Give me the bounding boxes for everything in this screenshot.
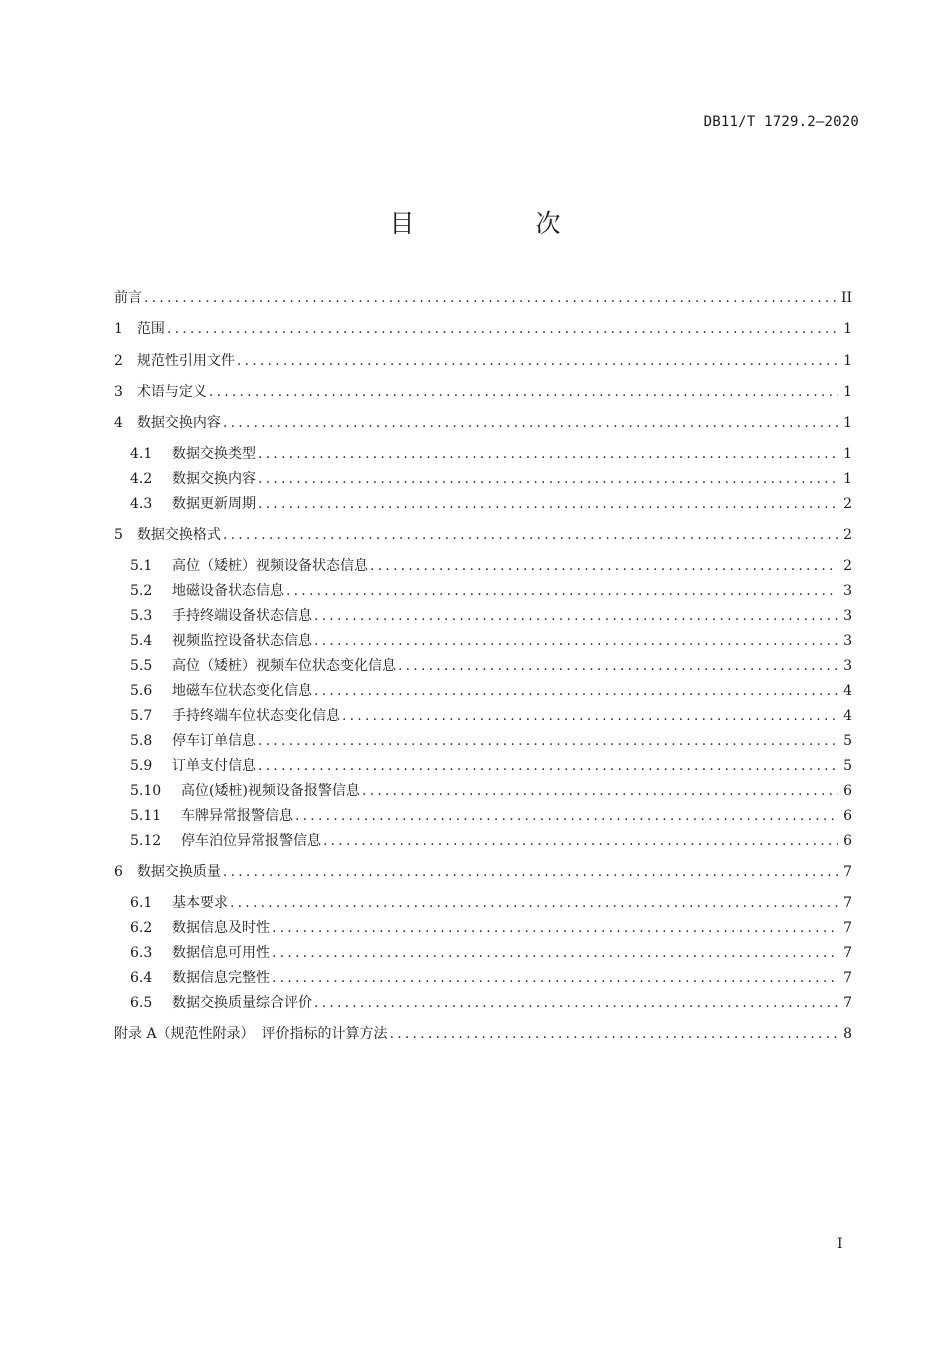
page-title: 目 次 [389,209,609,238]
toc-leader-dots [390,1025,838,1043]
toc-entry-page: 2 [843,496,852,512]
toc-entry-5-2[interactable] [130,576,852,600]
toc-leader-dots [295,807,838,825]
toc-entry-label: 术语与定义 [136,384,207,400]
toc-entry-label: 数据更新周期 [172,496,256,512]
toc-entry-label: 地磁车位状态变化信息 [172,683,312,699]
toc-entry-label: 手持终端车位状态变化信息 [172,708,340,724]
toc-entry-label: 数据交换类型 [172,446,256,462]
toc-entry-2[interactable] [114,346,852,370]
toc-leader-dots [144,289,837,307]
toc-entry-label: 车牌异常报警信息 [181,808,293,824]
toc-entry-number: 6.5 [130,995,153,1011]
toc-entry-label: 数据交换格式 [136,527,221,543]
toc-entry-page: 7 [843,970,852,986]
toc-entry-label: 范围 [136,321,165,337]
toc-entry-page: 3 [843,608,852,624]
toc-entry-6-4[interactable] [130,963,852,987]
toc-entry-number: 3 [114,384,123,400]
toc-leader-dots [362,782,838,800]
toc-entry-number: 1 [114,321,123,337]
toc-leader-dots [314,682,838,700]
toc-entry-page: 3 [843,658,852,674]
toc-entry-number: 5.4 [130,633,153,649]
toc-entry-page: 4 [843,708,852,724]
toc-leader-dots [258,495,838,513]
toc-entry-label: 地磁设备状态信息 [172,583,284,599]
toc-entry-number: 5.5 [130,658,153,674]
toc-entry-page: 4 [843,683,852,699]
toc-entry-4-3[interactable] [130,489,852,513]
toc-entry-number: 5.3 [130,608,153,624]
toc-leader-dots [223,414,838,432]
toc-entry-6-2[interactable] [130,913,852,937]
toc-entry-5-1[interactable] [130,551,852,575]
toc-entry-label: 高位(矮桩)视频设备报警信息 [181,783,360,799]
toc-entry-page: 1 [843,321,852,337]
toc-entry-number: 5.10 [130,783,162,799]
toc-entry-number: 4.3 [130,496,153,512]
toc-leader-dots [237,352,838,370]
toc-entry-page: 8 [843,1026,852,1042]
toc-entry-label: 视频监控设备状态信息 [172,633,312,649]
toc-leader-dots [342,707,838,725]
toc-entry-page: 3 [843,583,852,599]
toc-entry-label: 数据信息可用性 [172,945,270,961]
toc-leader-dots [258,757,838,775]
toc-entry-number: 6 [114,864,123,880]
toc-entry-page: 5 [843,733,852,749]
toc-entry-number: 4 [114,415,123,431]
toc-entry-label: 手持终端设备状态信息 [172,608,312,624]
toc-entry-number: 6.3 [130,945,153,961]
toc-entry-number: 6.1 [130,895,153,911]
toc-entry-number: 6.2 [130,920,153,936]
toc-entry-label: 数据交换内容 [172,471,256,487]
toc-entry-number: 5 [114,527,123,543]
toc-entry-6-5[interactable] [130,988,852,1012]
toc-entry-5[interactable] [114,520,852,544]
toc-entry-5-8[interactable] [130,726,852,750]
toc-entry-label: 高位（矮桩）视频设备状态信息 [172,558,368,574]
toc-entry-page: 1 [843,471,852,487]
toc-entry-4[interactable] [114,408,852,432]
toc-entry-5-4[interactable] [130,626,852,650]
toc-entry-label: 基本要求 [172,895,228,911]
toc-leader-dots [167,320,838,338]
toc-entry-page: 6 [843,833,852,849]
toc-entry-page: 1 [843,384,852,400]
toc-entry-6-1[interactable] [130,888,852,912]
toc-entry-page: 7 [843,895,852,911]
toc-entry-number: 5.11 [130,808,162,824]
toc-leader-dots [398,657,838,675]
toc-leader-dots [258,470,838,488]
toc-entry-number: 4.2 [130,471,153,487]
toc-leader-dots [230,894,838,912]
toc-entry-label: 数据交换内容 [136,415,221,431]
toc-entry-number: 5.1 [130,558,153,574]
toc-entry-5-5[interactable] [130,651,852,675]
toc-entry-5-3[interactable] [130,601,852,625]
toc-entry-5-7[interactable] [130,701,852,725]
toc-entry-5-9[interactable] [130,751,852,775]
toc-entry-foreword[interactable] [114,283,852,307]
toc-entry-page: II [840,290,852,306]
toc-leader-dots [223,526,838,544]
toc-entry-number: 5.8 [130,733,153,749]
toc-entry-page: 6 [843,783,852,799]
toc-entry-number: 2 [114,353,123,369]
toc-entry-number: 5.7 [130,708,153,724]
toc-entry-page: 2 [843,558,852,574]
toc-entry-5-6[interactable] [130,676,852,700]
toc-entry-4-1[interactable] [130,439,852,463]
toc-leader-dots [323,832,838,850]
toc-entry-label: 前言 [114,290,142,306]
toc-entry-label: 高位（矮桩）视频车位状态变化信息 [172,658,396,674]
toc-entry-5-11[interactable] [130,801,852,825]
toc-entry-label: 停车泊位异常报警信息 [181,833,321,849]
toc-entry-page: 1 [843,353,852,369]
toc-entry-5-12[interactable] [130,826,852,850]
toc-leader-dots [258,732,838,750]
toc-entry-number: 5.6 [130,683,153,699]
toc-entry-number: 4.1 [130,446,153,462]
document-code: DB11/T 1729.2—2020 [703,114,859,130]
toc-entry-6-3[interactable] [130,938,852,962]
toc-entry-4-2[interactable] [130,464,852,488]
toc-leader-dots [272,944,838,962]
toc-entry-page: 5 [843,758,852,774]
toc-entry-page: 2 [843,527,852,543]
toc-leader-dots [272,969,838,987]
toc-entry-6[interactable] [114,857,852,881]
toc-entry-number: 5.12 [130,833,162,849]
toc-leader-dots [258,445,838,463]
toc-entry-1[interactable] [114,314,852,338]
toc-entry-page: 6 [843,808,852,824]
toc-leader-dots [314,632,838,650]
toc-leader-dots [314,607,838,625]
toc-entry-label: 数据交换质量 [136,864,221,880]
toc-entry-appendix-a[interactable] [114,1019,852,1043]
toc-entry-page: 7 [843,995,852,1011]
toc-entry-label: 数据信息完整性 [172,970,270,986]
toc-leader-dots [286,582,838,600]
toc-leader-dots [370,557,838,575]
toc-entry-5-10[interactable] [130,776,852,800]
toc-entry-label: 停车订单信息 [172,733,256,749]
toc-entry-number: 5.9 [130,758,153,774]
toc-entry-label: 规范性引用文件 [136,353,235,369]
page-number: I [837,1236,843,1252]
toc-entry-3[interactable] [114,377,852,401]
toc-entry-label: 订单支付信息 [172,758,256,774]
toc-entry-page: 3 [843,633,852,649]
toc-leader-dots [223,863,838,881]
toc-entry-page: 7 [843,945,852,961]
toc-entry-number: 6.4 [130,970,153,986]
toc-entry-page: 7 [843,920,852,936]
toc-entry-page: 1 [843,446,852,462]
toc-entry-number: 5.2 [130,583,153,599]
toc-entry-page: 1 [843,415,852,431]
toc-entry-page: 7 [843,864,852,880]
toc-entry-label: 数据交换质量综合评价 [172,995,312,1011]
toc-leader-dots [272,919,838,937]
toc-entry-label: 附录 A（规范性附录） 评价指标的计算方法 [114,1026,388,1042]
toc-entry-label: 数据信息及时性 [172,920,270,936]
toc-leader-dots [314,994,838,1012]
toc-leader-dots [209,383,838,401]
